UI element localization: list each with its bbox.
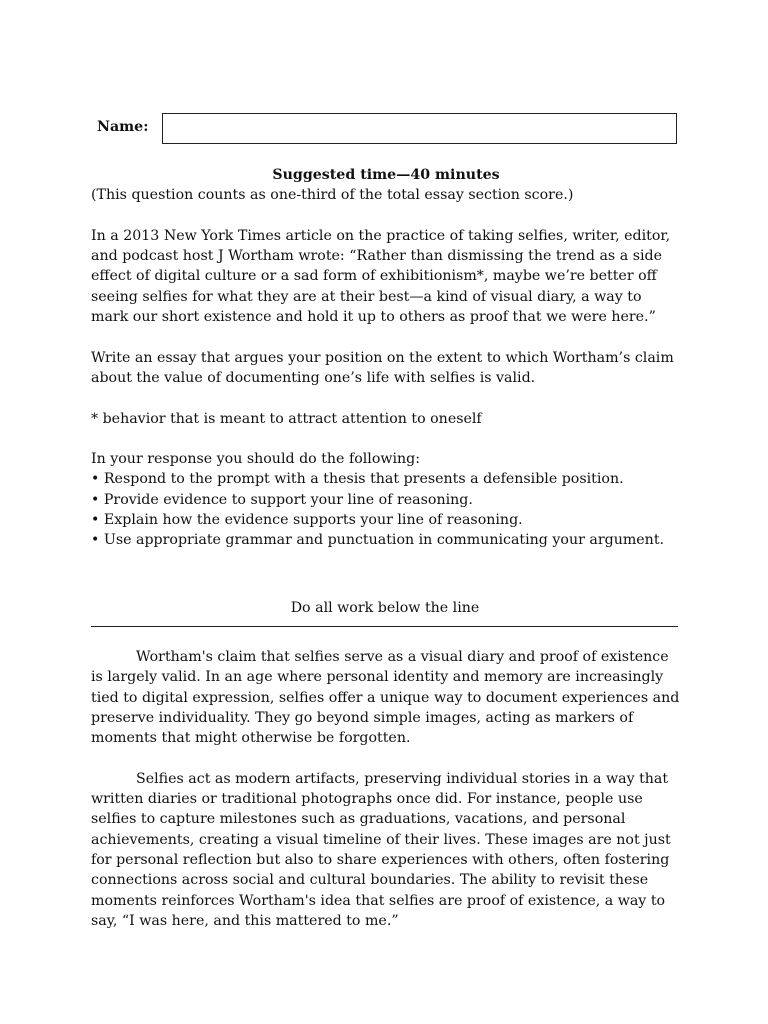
essay-paragraph: Wortham's claim that selfies serve as a visual diary and proof of existence is largely valid. In an age where personal identity and memory are increasingly tied to digital expression, selfies offer a unique way to document experiences and preserve individuality. They go beyond simple images, acting as markers of moments that might otherwise be forgotten. (91, 649, 680, 747)
name-label: Name: (97, 119, 149, 135)
instruction-item: • Explain how the evidence supports your line of reasoning. (91, 512, 523, 529)
prompt-task: Write an essay that argues your position on the extent to which Wortham’s claim about the value of documenting one’s life with selfies is valid. (91, 349, 674, 386)
instructions-lead: In your response you should do the following: (91, 451, 421, 468)
name-input[interactable] (162, 113, 677, 144)
essay-prompt (91, 165, 681, 551)
essay-paragraph: Selfies act as modern artifacts, preserving individual stories in a way that written diaries or traditional photographs once did. For instance, people use selfies to capture milestones such as graduations, vacations, and personal achievements, creating a visual timeline of their lives. These images are not just for personal reflection but also to share experiences with others, often fostering connections across social and cultural boundaries. The ability to revisit these moments reinforces Wortham's idea that selfies are proof of existence, a way to say, “I was here, and this mattered to me.” (91, 770, 671, 929)
instruction-item: • Use appropriate grammar and punctuation in communicating your argument. (91, 532, 665, 549)
prompt-intro: In a 2013 New York Times article on the practice of taking selfies, writer, editor, and podcast host J Wortham wrote: “Rather than dismissing the trend as a side effect of digital culture or a sad form of exhibitionism*, maybe we’re better off seeing selfies for what they are at their best—a kind of visual diary, a way to mark our short existence and hold it up to others as proof that we were here.” (91, 227, 671, 326)
score-weight-note: (This question counts as one-third of the total essay section score.) (91, 187, 574, 204)
essay-response[interactable] (91, 647, 681, 931)
instruction-item: • Respond to the prompt with a thesis that presents a defensible position. (91, 471, 624, 488)
instruction-item: • Provide evidence to support your line of reasoning. (91, 491, 473, 508)
suggested-time: Suggested time—40 minutes (272, 167, 500, 183)
prompt-footnote: * behavior that is meant to attract attention to oneself (91, 410, 482, 427)
name-row (91, 113, 679, 146)
work-divider-line (91, 626, 678, 627)
work-line-label: Do all work below the line (290, 600, 480, 616)
